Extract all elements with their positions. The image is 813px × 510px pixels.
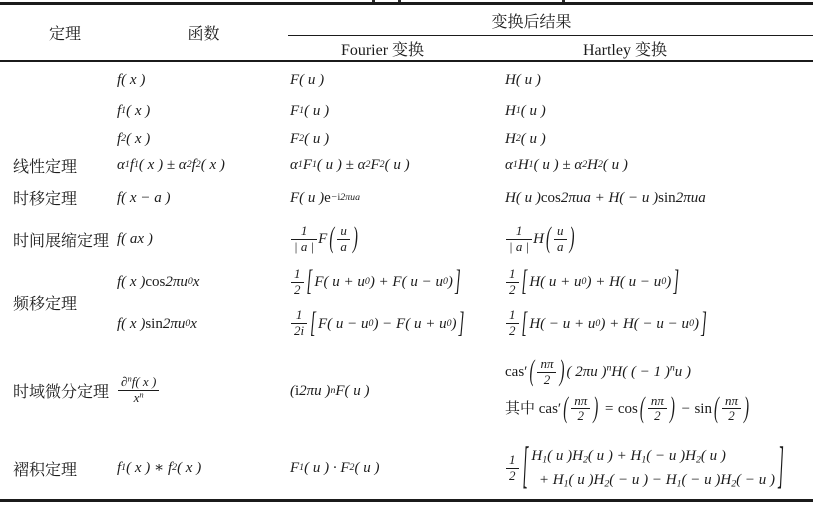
function-cell: f( x − a ) bbox=[117, 189, 171, 206]
table-bottom-rule bbox=[0, 499, 813, 502]
theorem-cell bbox=[13, 125, 117, 152]
scan-artifact bbox=[562, 0, 565, 2]
table-body bbox=[13, 62, 813, 499]
hartley-cell: α 1 H 1 ( u ) ± α 2 H 2 ( u ) bbox=[505, 157, 628, 173]
hartley-cell: H 1 ( u ) bbox=[505, 103, 546, 119]
fourier-cell: F 1 ( u ) · F 2 ( u ) bbox=[290, 460, 380, 476]
fourier-cell: α 1 F 1 ( u ) ± α 2 F 2 ( u ) bbox=[290, 157, 410, 173]
fourier-cell: $\frac{1}{| a |}$ F ( $\frac{u}{a}$ ) bbox=[290, 217, 505, 261]
theorem-cell-time-scaling: 时间展缩定理 bbox=[13, 232, 110, 250]
hartley-line1: cas′ ( $\frac{n\pi}{2}$ ) ( 2πu )$^n$H( ( − 1 )$^n$u ) bbox=[505, 355, 692, 389]
header-function: 函数 bbox=[187, 26, 220, 43]
header-result-label: 变换后结果 bbox=[491, 13, 572, 31]
theorem-cell-convolution: 褶积定理 bbox=[13, 461, 78, 479]
function-cell: $\frac{\partial^nf( x )}{x^n}$ bbox=[117, 344, 290, 437]
header-theorem: 定理 bbox=[48, 26, 81, 43]
hartley-cell: $\frac{1}{| a |}$ H ( $\frac{u}{a}$ ) bbox=[505, 217, 813, 261]
theorem-cell-time-shift: 时移定理 bbox=[13, 191, 78, 208]
fourier-cell: F 1 ( u ) bbox=[290, 103, 330, 119]
fourier-cell: ( i 2πu ) n F( u ) bbox=[290, 382, 370, 399]
theorem-cell-linearity: 线性定理 bbox=[13, 158, 78, 176]
fourier-cell: $\frac{1}{2i}$ [ F( u − u 0 ) − F( u + u 0 ) ] bbox=[290, 303, 505, 344]
table-header bbox=[13, 5, 813, 60]
header-fourier: Fourier 变换 bbox=[340, 41, 425, 59]
hartley-cell: $\frac{1}{2}$ [ $H_1$( u )$H_2$( u ) + $H_1( - u$ )$H_2$( u ) + $H_1$( u )$H_2( - u$ ) − $H_1( - u$ )$H_2( - u$ ) ] bbox=[505, 437, 813, 499]
theorem-cell bbox=[13, 62, 117, 97]
fourier-cell: F( u ) bbox=[290, 71, 325, 88]
fourier-cell: $\frac{1}{2}$ [ F( u + u 0 ) + F( u − u 0 ) ] bbox=[290, 261, 505, 303]
hartley-cell: $\frac{1}{2}$ [ H( u + u 0 ) + H( u − u 0 ) ] bbox=[505, 261, 813, 303]
function-cell: f( x ) bbox=[117, 71, 146, 88]
hartley-cell: H( u ) cos 2πua + H( − u ) sin 2πua bbox=[505, 189, 706, 206]
function-cell: f 1 ( x ) ∗ f 2 ( x ) bbox=[117, 460, 202, 476]
scan-artifact bbox=[372, 0, 375, 2]
theorem-cell-differentiation: 时域微分定理 bbox=[13, 384, 110, 401]
theorem-cell-frequency-shift: 频移定理 bbox=[13, 296, 78, 313]
header-result-group bbox=[290, 5, 813, 60]
hartley-line2: 其中 cas′ ( $\frac{n\pi}{2}$ ) = cos ( $\frac{n\pi}{2}$ ) − sin ( $\frac{n\pi}{2}$ ) bbox=[505, 392, 749, 425]
hartley-cell: $\frac{1}{2}$ [ H( − u + u 0 ) + H( − u − u 0 ) ] bbox=[505, 303, 813, 344]
function-cell: f 2 ( x ) bbox=[117, 130, 151, 147]
function-cell: f( ax ) bbox=[117, 231, 153, 247]
function-cell: f( x ) cos 2πu 0 x bbox=[117, 274, 200, 290]
function-cell: f( x ) sin 2πu 0 x bbox=[117, 315, 197, 332]
theorem-cell bbox=[13, 97, 117, 125]
header-sub-row bbox=[290, 36, 813, 60]
hartley-cell: H 2 ( u ) bbox=[505, 130, 546, 147]
hartley-cell: H( u ) bbox=[505, 71, 541, 88]
hartley-cell bbox=[505, 344, 813, 437]
header-hartley: Hartley 变换 bbox=[583, 41, 667, 59]
fourier-cell: F 2 ( u ) bbox=[290, 130, 330, 147]
function-cell: f 1 ( x ) bbox=[117, 103, 151, 119]
scan-artifact bbox=[398, 0, 401, 2]
function-cell: α 1 f 1 ( x ) ± α 2 f 2 ( x ) bbox=[117, 157, 225, 173]
fourier-cell: F( u ) e −i2πua bbox=[290, 189, 361, 206]
